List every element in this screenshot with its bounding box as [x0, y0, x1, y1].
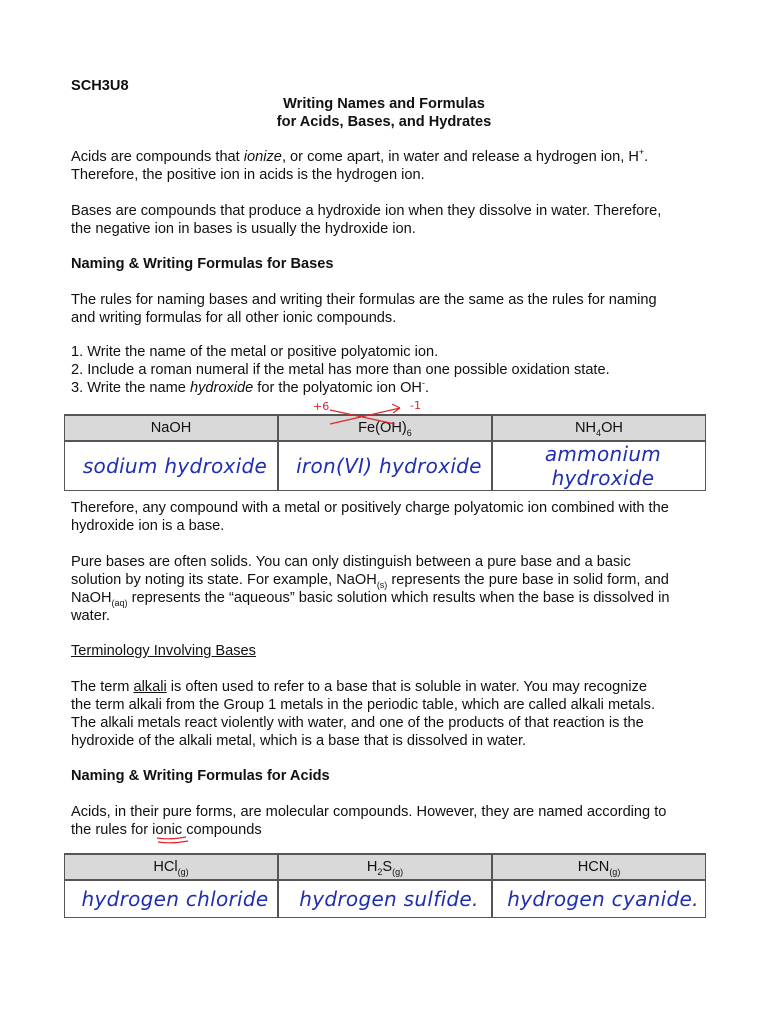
answer-cell-2	[278, 441, 492, 491]
acids-naming-line-2: the rules for ionic compounds	[71, 822, 262, 838]
naming-step-2: 2. Include a roman numeral if the metal has more than one possible oxidation state.	[71, 362, 610, 378]
handwritten-answer: iron(VI) hydroxide	[296, 454, 482, 478]
terminology-line-4: hydroxide of the alkali metal, which is a base that is dissolved in water.	[71, 733, 527, 749]
terminology-line-1: The term alkali is often used to refer to a base that is soluble in water. You may recognize	[71, 679, 647, 695]
terminology-line-2: the term alkali from the Group 1 metals in the periodic table, which are called alkali metals.	[71, 697, 656, 713]
pure-bases-line-3: NaOH$_{(aq)}$ represents the “aqueous” basic solution which results when the base is dissolved in	[71, 590, 670, 608]
header-cell-nh4oh: $NH_4OH$	[492, 414, 706, 441]
pure-bases-line-2: solution by noting its state. For example, NaOH$_{(s)}$ represents the pure base in solid form, and	[71, 572, 669, 590]
naming-step-3: 3. Write the name hydroxide for the polyatomic ion OH-.	[71, 378, 430, 396]
header-cell-h2s: $H_2S_{(g)}$	[278, 853, 492, 880]
handwritten-answer: sodium hydroxide	[82, 454, 268, 478]
bases-rules-line-2: and writing formulas for all other ionic compounds.	[71, 310, 397, 326]
table-row	[64, 441, 706, 491]
table-header-row	[64, 414, 706, 441]
header-cell-hcn: $HCN_{(g)}$	[492, 853, 706, 880]
naming-step-1: 1. Write the name of the metal or positive polyatomic ion.	[71, 344, 439, 360]
acids-examples-table	[64, 853, 706, 918]
acids-heading: Naming & Writing Formulas for Acids	[71, 768, 330, 784]
table-header-row	[64, 853, 706, 880]
oxidation-annotation-plus: +6	[313, 400, 330, 413]
terminology-heading: Terminology Involving Bases	[71, 643, 256, 659]
title-line-1: Writing Names and Formulas	[283, 96, 485, 112]
answer-cell-1	[64, 880, 278, 918]
handwritten-answer: ammonium hydroxide	[544, 442, 662, 490]
answer-cell-2	[278, 880, 492, 918]
bases-examples-table	[64, 414, 706, 491]
answer-cell-3	[492, 880, 706, 918]
acids-definition-line-1: Acids are compounds that ionize, or come apart, in water and release a hydrogen ion, H+.	[71, 147, 649, 165]
handwritten-answer: hydrogen sulfide.	[299, 887, 479, 911]
terminology-line-3: The alkali metals react violently with water, and one of the products of that reaction is the	[71, 715, 644, 731]
after-table-line-2: hydroxide ion is a base.	[71, 518, 225, 534]
pure-bases-line-1: Pure bases are often solids. You can only distinguish between a pure base and a basic	[71, 554, 631, 570]
acids-definition-line-2: Therefore, the positive ion in acids is the hydrogen ion.	[71, 167, 425, 183]
header-cell-fe-oh: $Fe(OH)_6$	[278, 414, 492, 441]
bases-heading: Naming & Writing Formulas for Bases	[71, 256, 334, 272]
bases-definition-line-1: Bases are compounds that produce a hydroxide ion when they dissolve in water. Therefore,	[71, 203, 662, 219]
handwritten-answer: hydrogen chloride	[81, 887, 269, 911]
header-cell-naoh: NaOH	[64, 414, 278, 441]
bases-rules-line-1: The rules for naming bases and writing their formulas are the same as the rules for naming	[71, 292, 657, 308]
naming-steps-list	[71, 343, 711, 397]
after-table-line-1: Therefore, any compound with a metal or positively charge polyatomic ion combined with the	[71, 500, 669, 516]
ionic-term: ionic	[152, 822, 183, 838]
table-row	[64, 880, 706, 918]
answer-cell-3	[492, 441, 706, 491]
pure-bases-line-4: water.	[71, 608, 110, 624]
course-code: SCH3U8	[71, 78, 129, 94]
title-line-2: for Acids, Bases, and Hydrates	[276, 114, 492, 130]
bases-definition-line-2: the negative ion in bases is usually the hydroxide ion.	[71, 221, 416, 237]
acids-naming-line-1: Acids, in their pure forms, are molecular compounds. However, they are named according to	[71, 804, 667, 820]
handwritten-answer: hydrogen cyanide.	[507, 887, 699, 911]
header-cell-hcl: HCl$_{(g)}$	[64, 853, 278, 880]
oxidation-annotation-minus: -1	[410, 399, 421, 412]
answer-cell-1	[64, 441, 278, 491]
